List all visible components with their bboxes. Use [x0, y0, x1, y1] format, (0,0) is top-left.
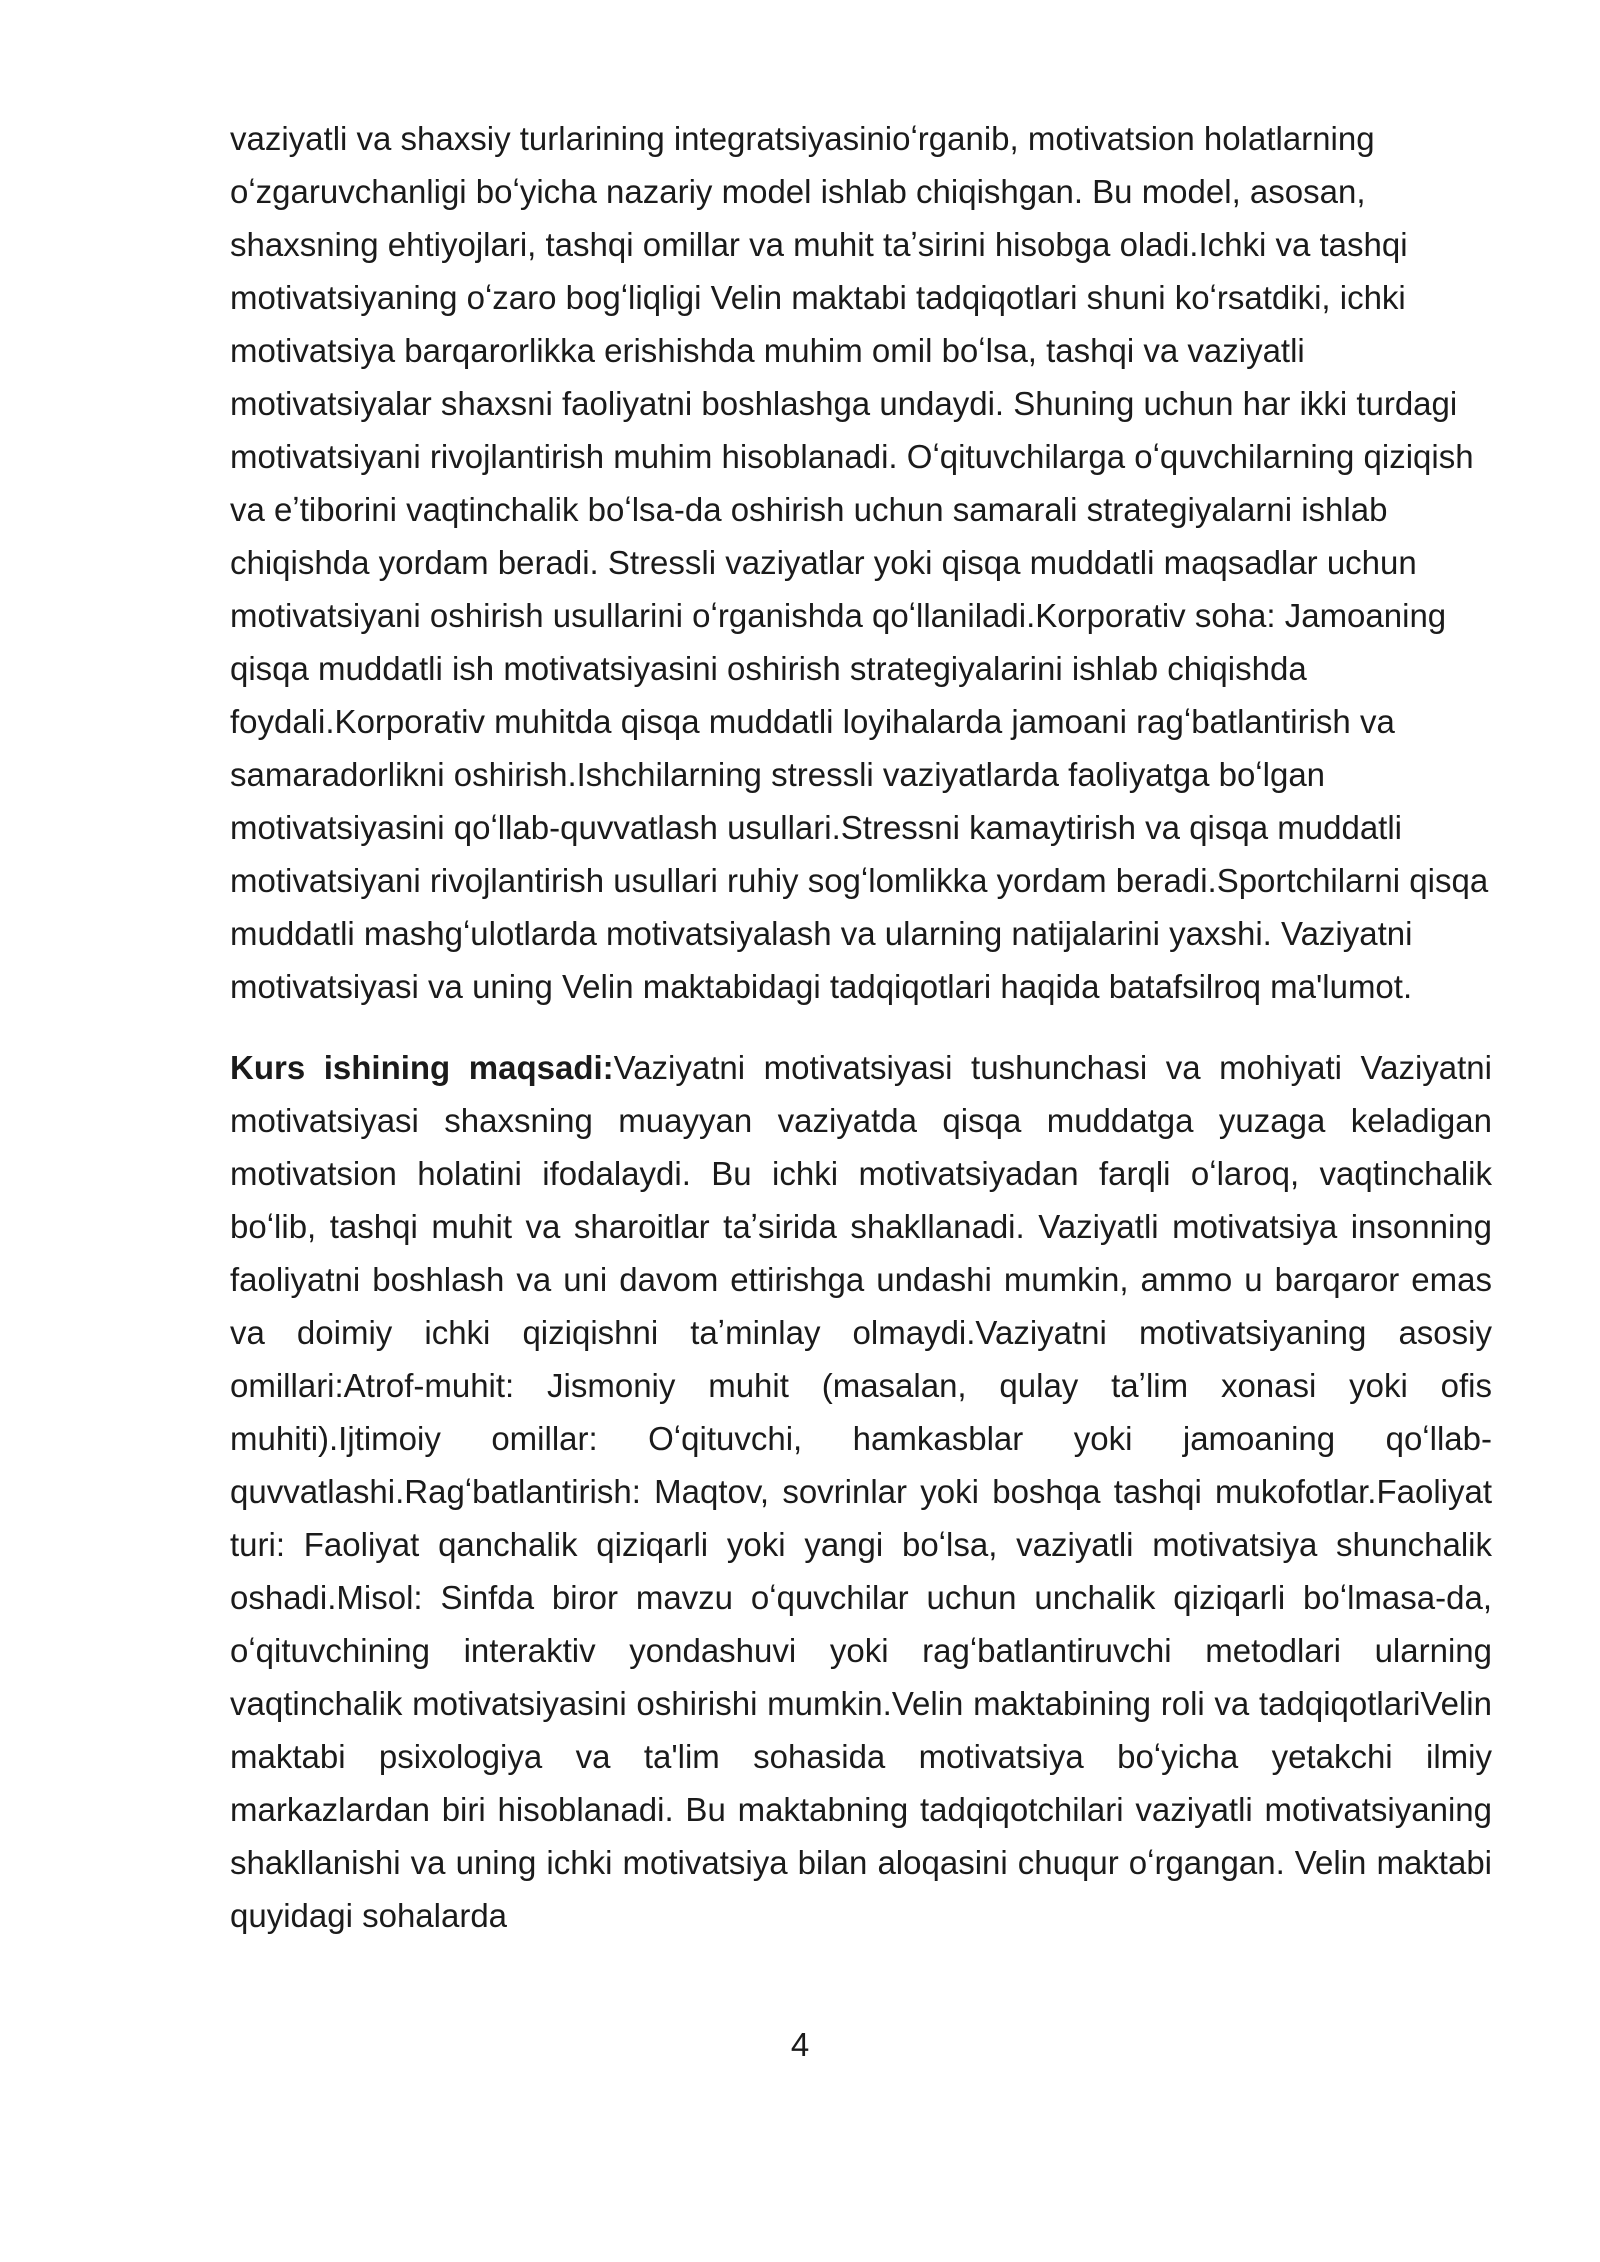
page-number: 4 [790, 2026, 810, 2063]
page-body [230, 112, 1492, 1942]
body-paragraph-2 [230, 1041, 1492, 1942]
course-goal-heading: Kurs ishining maqsadi: [230, 1049, 614, 1086]
course-goal-text: Vaziyatni motivatsiyasi tushunchasi va mohiyati Vaziyatni motivatsiyasi shaxsning muayyan vaziyatda qisqa muddatga yuzaga keladigan motivatsion holatini ifodalaydi. Bu ichki motivatsiyadan farqli oʻlaroq, vaqtinchalik boʻlib, tashqi muhit va sharoitlar taʼsirida shakllanadi. Vaziyatli motivatsiya insonning faoliyatni boshlash va uni davom ettirishga undashi mumkin, ammo u barqaror emas va doimiy ichki qiziqishni taʼminlay olmaydi.Vaziyatni motivatsiyaning asosiy omillari:Atrof-muhit: Jismoniy muhit (masalan, qulay taʼlim xonasi yoki ofis muhiti).Ijtimoiy omillar: Oʻqituvchi, hamkasblar yoki jamoaning qoʻllab-quvvatlashi.Ragʻbatlantirish: Maqtov, sovrinlar yoki boshqa tashqi mukofotlar.Faoliyat turi: Faoliyat qanchalik qiziqarli yoki yangi boʻlsa, vaziyatli motivatsiya shunchalik oshadi.Misol: Sinfda biror mavzu oʻquvchilar uchun unchalik qiziqarli boʻlmasa-da, oʻqituvchining interaktiv yondashuvi yoki ragʻbatlantiruvchi metodlari ularning vaqtinchalik motivatsiyasini oshirishi mumkin.Velin maktabining roli va tadqiqotlariVelin maktabi psixologiya va ta'lim sohasida motivatsiya boʻyicha yetakchi ilmiy markazlardan biri hisoblanadi. Bu maktabning tadqiqotchilari vaziyatli motivatsiyaning shakllanishi va uning ichki motivatsiya bilan aloqasini chuqur oʻrgangan. Velin maktabi quyidagi sohalarda [230, 1049, 1492, 1934]
body-paragraph-1: vaziyatli va shaxsiy turlarining integratsiyasinioʻrganib, motivatsion holatlarning oʻzgaruvchanligi boʻyicha nazariy model ishlab chiqishgan. Bu model, asosan, shaxsning ehtiyojlari, tashqi omillar va muhit taʼsirini hisobga oladi.Ichki va tashqi motivatsiyaning oʻzaro bogʻliqligi Velin maktabi tadqiqotlari shuni koʻrsatdiki, ichki motivatsiya barqarorlikka erishishda muhim omil boʻlsa, tashqi va vaziyatli motivatsiyalar shaxsni faoliyatni boshlashga undaydi. Shuning uchun har ikki turdagi motivatsiyani rivojlantirish muhim hisoblanadi. Oʻqituvchilarga oʻquvchilarning qiziqish va eʼtiborini vaqtinchalik boʻlsa-da oshirish uchun samarali strategiyalarni ishlab chiqishda yordam beradi. Stressli vaziyatlar yoki qisqa muddatli maqsadlar uchun motivatsiyani oshirish usullarini oʻrganishda qoʻllaniladi.Korporativ soha: Jamoaning qisqa muddatli ish motivatsiyasini oshirish strategiyalarini ishlab chiqishda foydali.Korporativ muhitda qisqa muddatli loyihalarda jamoani ragʻbatlantirish va samaradorlikni oshirish.Ishchilarning stressli vaziyatlarda faoliyatga boʻlgan motivatsiyasini qoʻllab-quvvatlash usullari.Stressni kamaytirish va qisqa muddatli motivatsiyani rivojlantirish usullari ruhiy sogʻlomlikka yordam beradi.Sportchilarni qisqa muddatli mashgʻulotlarda motivatsiyalash va ularning natijalarini yaxshi. Vaziyatni motivatsiyasi va uning Velin maktabidagi tadqiqotlari haqida batafsilroq ma'lumot. [230, 120, 1489, 1005]
